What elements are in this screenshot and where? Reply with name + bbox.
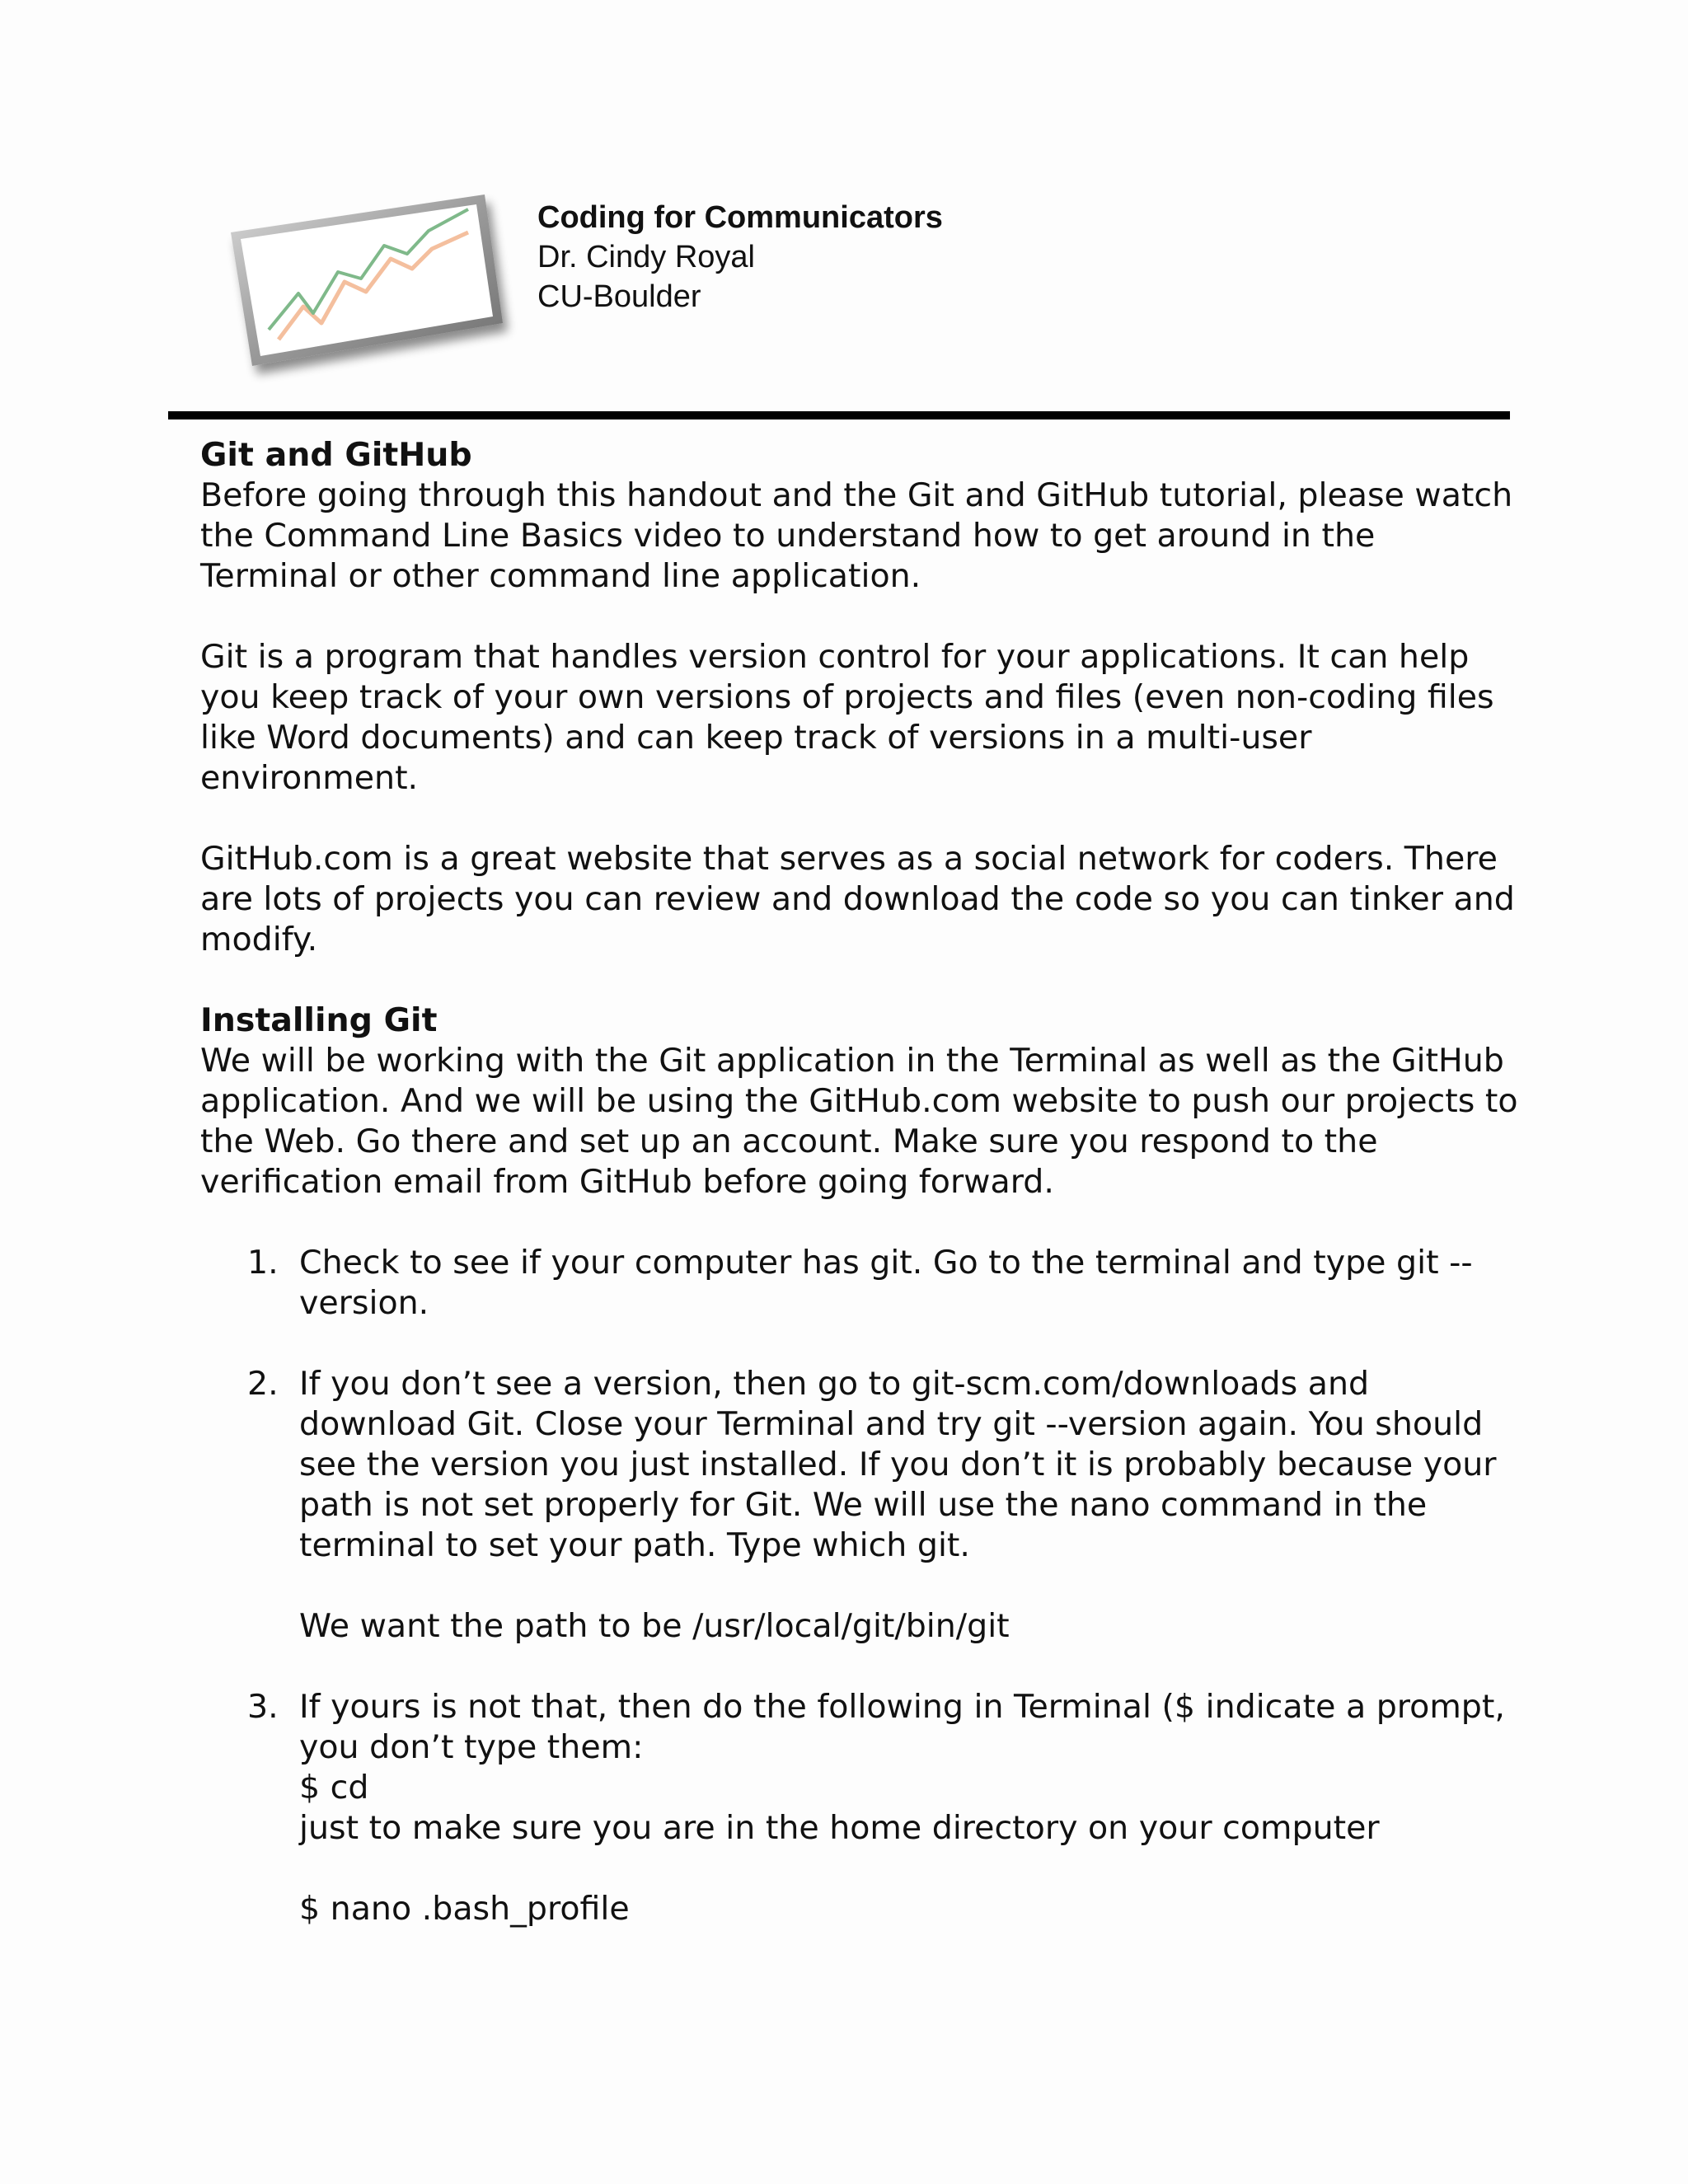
- step-text: If yours is not that, then do the following in Terminal ($ indicate a prompt, you don’t type them:: [299, 1688, 1505, 1766]
- course-header: [537, 198, 943, 316]
- section-heading-installing-git: Installing Git: [200, 1001, 438, 1039]
- handout-body: [200, 435, 1519, 1970]
- step-number: 2.: [247, 1365, 279, 1403]
- step-text: Check to see if your computer has git. Go to the terminal and type git --version.: [299, 1244, 1473, 1322]
- list-item: [200, 1243, 1519, 1324]
- github-description-paragraph: GitHub.com is a great website that serves as a social network for coders. There are lots of projects you can review and download the code so you can tinker and modify.: [200, 840, 1515, 958]
- line-chart-card-icon: [221, 183, 526, 389]
- header-divider: [168, 411, 1510, 419]
- command-cd: $ cd: [299, 1769, 369, 1807]
- list-item: [200, 1364, 1519, 1647]
- author-name: Dr. Cindy Royal: [537, 240, 755, 274]
- step-text: If you don’t see a version, then go to git-scm.com/downloads and download Git. Close your Terminal and try git --version again. You should see the version you just installed. If you don’t it is probably because your path is not set properly for Git. We will use the nano command in the terminal to set your path. Type which git.: [299, 1365, 1497, 1564]
- section-heading-git-and-github: Git and GitHub: [200, 436, 472, 474]
- list-item: [200, 1687, 1519, 1929]
- install-paragraph: We will be working with the Git application in the Terminal as well as the GitHub application. And we will be using the GitHub.com website to push our projects to the Web. Go there and set up an account. Make sure you respond to the verification email from GitHub before going forward.: [200, 1042, 1518, 1201]
- course-title: Coding for Communicators: [537, 200, 943, 235]
- git-description-paragraph: Git is a program that handles version control for your applications. It can help you keep track of your own versions of projects and files (even non-coding files like Word documents) and can keep track of versions in a multi-user environment.: [200, 638, 1494, 797]
- step-number: 3.: [247, 1688, 279, 1726]
- step-number: 1.: [247, 1244, 279, 1282]
- institution-name: CU-Boulder: [537, 279, 701, 314]
- command-nano: $ nano .bash_profile: [299, 1890, 630, 1928]
- step-note: We want the path to be /usr/local/git/bin/git: [299, 1607, 1010, 1645]
- command-cd-note: just to make sure you are in the home directory on your computer: [299, 1809, 1380, 1847]
- install-steps-list: [200, 1243, 1519, 1929]
- intro-paragraph: Before going through this handout and the Git and GitHub tutorial, please watch the Command Line Basics video to understand how to get around in the Terminal or other command line application.: [200, 476, 1513, 595]
